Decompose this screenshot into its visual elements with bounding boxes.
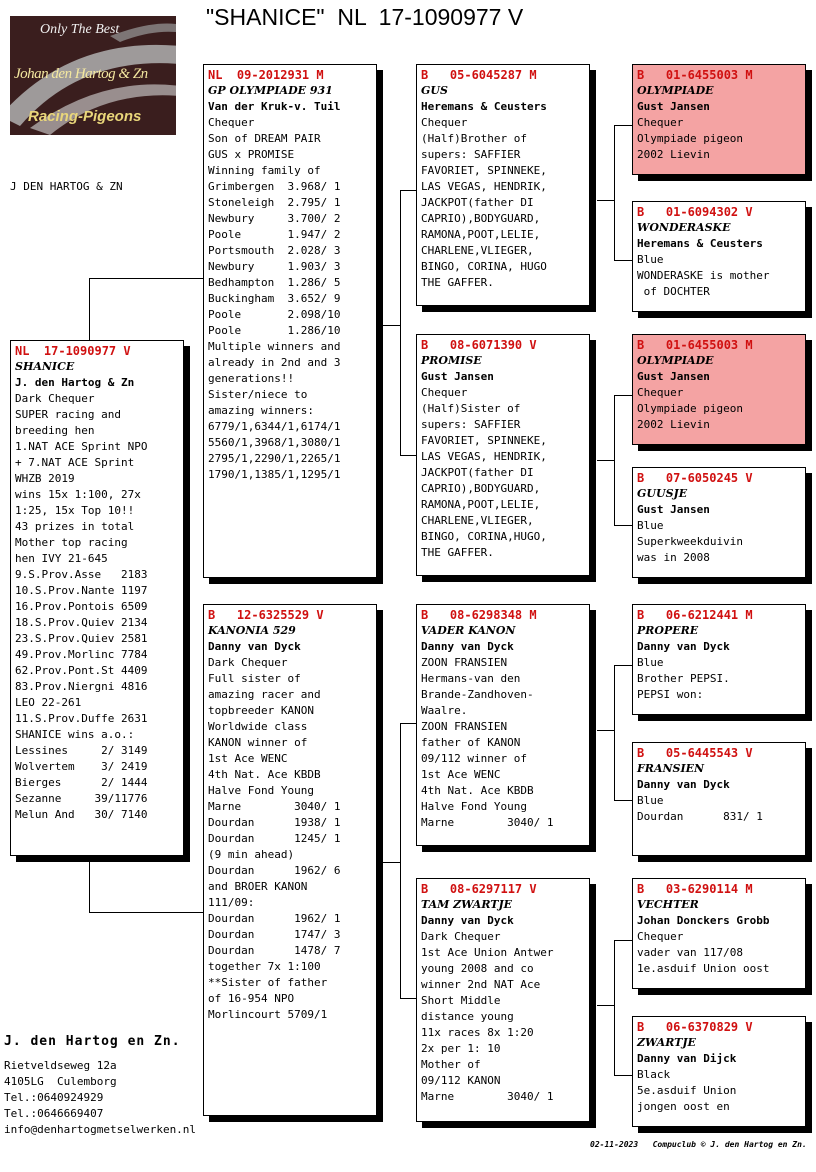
info-line: vader van 117/08	[637, 946, 743, 959]
info-line: Mother of	[421, 1058, 481, 1071]
info-line: Dourdan 1962/ 1	[208, 912, 341, 925]
sire-dam-sire-card[interactable]	[632, 334, 806, 445]
info-line: Chequer	[637, 386, 684, 399]
dam-dam-sire-card[interactable]	[632, 878, 806, 989]
owner-name: Danny van Dyck	[637, 778, 730, 791]
owner-name: Johan Donckers Grobb	[637, 914, 770, 927]
info-line: Dourdan 1962/ 6	[208, 864, 341, 877]
connector	[383, 862, 401, 863]
ring-number: B 05-6045287 M	[421, 68, 537, 82]
connector	[614, 800, 632, 801]
ring-number: B 06-6370829 V	[637, 1020, 753, 1034]
connector	[400, 998, 416, 999]
ring-number: B 03-6290114 M	[637, 882, 753, 896]
info-line: 18.S.Prov.Quiev 2134	[15, 616, 148, 629]
info-line: Chequer	[637, 930, 684, 943]
info-line: 09/112 winner of	[421, 752, 527, 765]
dam-sire-dam-card[interactable]	[632, 742, 806, 856]
logo-name: Johan den Hartog & Zn	[14, 66, 148, 82]
owner-name: Heremans & Ceusters	[421, 100, 547, 113]
ring-number: B 05-6445543 V	[637, 746, 753, 760]
info-line: CAPRIO),BODYGUARD,	[421, 212, 541, 225]
info-line: Mother top racing	[15, 536, 128, 549]
info-line: supers: SAFFIER	[421, 148, 521, 161]
info-line: SUPER racing and	[15, 408, 121, 421]
info-line: 09/112 KANON	[421, 1074, 501, 1087]
email-link[interactable]: info@denhartogmetselwerken.nl	[4, 1123, 197, 1136]
info-line: (Half)Sister of	[421, 402, 521, 415]
info-line: Full sister of	[208, 672, 301, 685]
info-line: CHARLENE,VLIEGER,	[421, 244, 534, 257]
info-line: and BROER KANON	[208, 880, 308, 893]
connector	[400, 723, 416, 724]
connector	[400, 723, 401, 998]
info-line: Chequer	[421, 116, 468, 129]
pigeon-name: GUUSJE	[637, 487, 688, 500]
info-line: Marne 3040/ 1	[208, 800, 341, 813]
info-line: 1st Ace Union Antwer	[421, 946, 554, 959]
info-line: Dourdan 831/ 1	[637, 810, 763, 823]
info-line: Dourdan 1747/ 3	[208, 928, 341, 941]
info-line: Son of DREAM PAIR	[208, 132, 321, 145]
info-line: together 7x 1:100	[208, 960, 321, 973]
info-line: CAPRIO),BODYGUARD,	[421, 482, 541, 495]
connector	[89, 912, 203, 913]
info-line: Halve Fond Young	[421, 800, 527, 813]
info-line: 10.S.Prov.Nante 1197	[15, 584, 148, 597]
subject-card[interactable]	[10, 340, 184, 856]
connector	[614, 395, 615, 525]
ring-number: NL 17-1090977 V	[15, 344, 131, 358]
info-line: topbreeder KANON	[208, 704, 314, 717]
pigeon-name: PROPERE	[637, 624, 699, 637]
connector	[597, 730, 615, 731]
pigeon-name: OLYMPIADE	[637, 354, 714, 367]
connector	[89, 278, 203, 279]
pigeon-name: OLYMPIADE	[637, 84, 714, 97]
info-line: Brande-Zandhoven-	[421, 688, 534, 701]
pigeon-name: GP OLYMPIADE 931	[208, 84, 333, 97]
info-line: THE GAFFER.	[421, 546, 494, 559]
info-line: 11x races 8x 1:20	[421, 1026, 534, 1039]
dam-dam-card[interactable]	[416, 878, 590, 1122]
info-line: **Sister of father	[208, 976, 328, 989]
sire-dam-card[interactable]	[416, 334, 590, 576]
pigeon-name: KANONIA 529	[208, 624, 296, 637]
connector	[597, 200, 615, 201]
info-line: 2795/1,2290/1,2265/1	[208, 452, 341, 465]
info-line: Dark Chequer	[421, 930, 501, 943]
ring-number: B 01-6455003 M	[637, 338, 753, 352]
info-line: Blue	[637, 253, 664, 266]
connector	[400, 455, 416, 456]
info-line: Superkweekduivin	[637, 535, 743, 548]
info-line: 49.Prov.Morlinc 7784	[15, 648, 148, 661]
info-line: Stoneleigh 2.795/ 1	[208, 196, 341, 209]
ring-number: B 12-6325529 V	[208, 608, 324, 622]
info-line: RAMONA,POOT,LELIE,	[421, 228, 541, 241]
pigeon-name: ZWARTJE	[637, 1036, 696, 1049]
info-line: of 16-954 NPO	[208, 992, 295, 1005]
connector	[614, 125, 632, 126]
info-line: 5e.asduif Union	[637, 1084, 737, 1097]
connector	[614, 665, 615, 800]
info-line: Blue	[637, 519, 664, 532]
connector	[614, 525, 632, 526]
phone-line: Tel.:0646669407	[4, 1107, 104, 1120]
info-line: ZOON FRANSIEN	[421, 720, 508, 733]
info-line: Portsmouth 2.028/ 3	[208, 244, 341, 257]
info-line: Melun And 30/ 7140	[15, 808, 148, 821]
info-line: Poole 2.098/10	[208, 308, 341, 321]
owner-name: Gust Jansen	[637, 100, 710, 113]
connector	[614, 125, 615, 260]
connector	[614, 260, 632, 261]
info-line: Wolvertem 3/ 2419	[15, 760, 148, 773]
pigeon-name: WONDERASKE	[637, 221, 731, 234]
info-line: Poole 1.286/10	[208, 324, 341, 337]
dam-card[interactable]	[203, 604, 377, 1116]
info-line: Marne 3040/ 1	[421, 1090, 554, 1103]
logo-subtitle: Racing-Pigeons	[28, 108, 142, 125]
owner-name: Gust Jansen	[421, 370, 494, 383]
sire-card[interactable]	[203, 64, 377, 578]
owner-name: Gust Jansen	[637, 370, 710, 383]
info-line: 4th Nat. Ace KBDB	[421, 784, 534, 797]
info-line: 5560/1,3968/1,3080/1	[208, 436, 341, 449]
info-line: GUS x PROMISE	[208, 148, 295, 161]
connector	[597, 1005, 615, 1006]
ring-number: B 07-6050245 V	[637, 471, 753, 485]
info-line: already in 2nd and 3	[208, 356, 341, 369]
ring-number: B 08-6297117 V	[421, 882, 537, 896]
info-line: (9 min ahead)	[208, 848, 295, 861]
owner-name: Danny van Dyck	[421, 914, 514, 927]
info-line: Chequer	[421, 386, 468, 399]
ring-number: B 01-6455003 M	[637, 68, 753, 82]
connector	[89, 278, 90, 340]
sire-sire-card[interactable]	[416, 64, 590, 306]
pigeon-name: GUS	[421, 84, 448, 97]
info-line: 2002 Lievin	[637, 148, 710, 161]
pigeon-name: FRANSIEN	[637, 762, 705, 775]
info-line: breeding hen	[15, 424, 95, 437]
owner-name: Danny van Dyck	[421, 640, 514, 653]
info-line: 1:25, 15x Top 10!!	[15, 504, 135, 517]
info-line: 43 prizes in total	[15, 520, 135, 533]
info-line: winner 2nd NAT Ace	[421, 978, 541, 991]
connector	[614, 395, 632, 396]
info-line: amazing racer and	[208, 688, 321, 701]
info-line: Winning family of	[208, 164, 321, 177]
info-line: LAS VEGAS, HENDRIK,	[421, 450, 547, 463]
info-line: Short Middle	[421, 994, 501, 1007]
info-line: father of KANON	[421, 736, 521, 749]
owner-label: J DEN HARTOG & ZN	[10, 180, 123, 193]
dam-dam-dam-card[interactable]	[632, 1016, 806, 1127]
info-line: LAS VEGAS, HENDRIK,	[421, 180, 547, 193]
breeder-name: J. den Hartog en Zn.	[4, 1034, 181, 1049]
connector	[614, 940, 615, 1075]
info-line: Poole 1.947/ 2	[208, 228, 341, 241]
info-line: 6779/1,6344/1,6174/1	[208, 420, 341, 433]
info-line: BINGO, CORINA,HUGO,	[421, 530, 547, 543]
info-line: Olympiade pigeon	[637, 132, 743, 145]
info-line: Black	[637, 1068, 671, 1081]
info-line: FAVORIET, SPINNEKE,	[421, 434, 547, 447]
info-line: Olympiade pigeon	[637, 402, 743, 415]
owner-name: Van der Kruk-v. Tuil	[208, 100, 341, 113]
info-line: Dark Chequer	[208, 656, 288, 669]
info-line: RAMONA,POOT,LELIE,	[421, 498, 541, 511]
info-line: 62.Prov.Pont.St 4409	[15, 664, 148, 677]
connector	[89, 856, 90, 912]
ring-number: B 08-6071390 V	[421, 338, 537, 352]
info-line: hen IVY 21-645	[15, 552, 108, 565]
info-line: 1st Ace WENC	[421, 768, 501, 781]
owner-name: Danny van Dyck	[208, 640, 301, 653]
info-line: young 2008 and co	[421, 962, 534, 975]
info-line: (Half)Brother of	[421, 132, 527, 145]
info-line: CHARLENE,VLIEGER,	[421, 514, 534, 527]
owner-name: J. den Hartog & Zn	[15, 376, 135, 389]
info-line: Chequer	[637, 116, 684, 129]
owner-name: Heremans & Ceusters	[637, 237, 763, 250]
info-line: Newbury 1.903/ 3	[208, 260, 341, 273]
info-line: SHANICE wins a.o.:	[15, 728, 135, 741]
info-line: generations!!	[208, 372, 295, 385]
connector	[614, 665, 632, 666]
info-line: 1st Ace WENC	[208, 752, 288, 765]
info-line: of DOCHTER	[637, 285, 710, 298]
info-line: 2002 Lievin	[637, 418, 710, 431]
info-line: 111/09:	[208, 896, 255, 909]
info-line: 1e.asduif Union oost	[637, 962, 770, 975]
info-line: Buckingham 3.652/ 9	[208, 292, 341, 305]
info-line: Dourdan 1938/ 1	[208, 816, 341, 829]
contact-block	[4, 1058, 196, 1138]
connector	[383, 325, 401, 326]
info-line: Hermans-van den	[421, 672, 521, 685]
address-line: Rietveldseweg 12a	[4, 1059, 117, 1072]
info-line: Dourdan 1245/ 1	[208, 832, 341, 845]
info-line: 83.Prov.Niergni 4816	[15, 680, 148, 693]
connector	[400, 190, 401, 455]
postcode-line: 4105LG Culemborg	[4, 1075, 117, 1088]
info-line: WONDERASKE is mother	[637, 269, 770, 282]
info-line: 1790/1,1385/1,1295/1	[208, 468, 341, 481]
pigeon-name: VECHTER	[637, 898, 699, 911]
info-line: supers: SAFFIER	[421, 418, 521, 431]
info-line: Bierges 2/ 1444	[15, 776, 148, 789]
info-line: 11.S.Prov.Duffe 2631	[15, 712, 148, 725]
info-line: JACKPOT(father DI	[421, 196, 534, 209]
ring-number: B 08-6298348 M	[421, 608, 537, 622]
info-line: Brother PEPSI.	[637, 672, 730, 685]
info-line: WHZB 2019	[15, 472, 75, 485]
sire-sire-sire-card[interactable]	[632, 64, 806, 175]
info-line: + 7.NAT ACE Sprint	[15, 456, 135, 469]
info-line: Sister/niece to	[208, 388, 308, 401]
info-line: BINGO, CORINA, HUGO	[421, 260, 547, 273]
dam-sire-card[interactable]	[416, 604, 590, 846]
pigeon-name: VADER KANON	[421, 624, 516, 637]
connector	[597, 460, 615, 461]
info-line: Morlincourt 5709/1	[208, 1008, 328, 1021]
info-line: 9.S.Prov.Asse 2183	[15, 568, 148, 581]
info-line: 2x per 1: 10	[421, 1042, 501, 1055]
info-line: distance young	[421, 1010, 514, 1023]
info-line: Sezanne 39/11776	[15, 792, 148, 805]
info-line: Blue	[637, 656, 664, 669]
ring-number: NL 09-2012931 M	[208, 68, 324, 82]
info-line: LEO 22-261	[15, 696, 82, 709]
info-line: Grimbergen 3.968/ 1	[208, 180, 341, 193]
info-line: FAVORIET, SPINNEKE,	[421, 164, 547, 177]
info-line: Multiple winners and	[208, 340, 341, 353]
pigeon-name: TAM ZWARTJE	[421, 898, 513, 911]
info-line: Halve Fond Young	[208, 784, 314, 797]
pigeon-name: SHANICE	[15, 360, 75, 373]
info-line: Waalre.	[421, 704, 468, 717]
info-line: 4th Nat. Ace KBDB	[208, 768, 321, 781]
connector	[614, 940, 632, 941]
owner-name: Danny van Dijck	[637, 1052, 737, 1065]
info-line: KANON winner of	[208, 736, 308, 749]
info-line: wins 15x 1:100, 27x	[15, 488, 141, 501]
info-line: Dark Chequer	[15, 392, 95, 405]
dam-sire-sire-card[interactable]	[632, 604, 806, 715]
info-line: THE GAFFER.	[421, 276, 494, 289]
info-line: JACKPOT(father DI	[421, 466, 534, 479]
info-line: jongen oost en	[637, 1100, 730, 1113]
ring-number: B 06-6212441 M	[637, 608, 753, 622]
info-line: 1.NAT ACE Sprint NPO	[15, 440, 148, 453]
owner-name: Gust Jansen	[637, 503, 710, 516]
info-line: Worldwide class	[208, 720, 308, 733]
owner-name: Danny van Dyck	[637, 640, 730, 653]
sire-dam-dam-card[interactable]	[632, 467, 806, 578]
phone-line: Tel.:0640924929	[4, 1091, 104, 1104]
pedigree-title: "SHANICE" NL 17-1090977 V	[206, 4, 524, 30]
footer-credit: 02-11-2023 Compuclub © J. den Hartog en Zn.	[590, 1140, 807, 1149]
logo	[10, 16, 176, 135]
info-line: was in 2008	[637, 551, 710, 564]
info-line: 16.Prov.Pontois 6509	[15, 600, 148, 613]
info-line: Newbury 3.700/ 2	[208, 212, 341, 225]
sire-sire-dam-card[interactable]	[632, 201, 806, 312]
connector	[614, 1075, 632, 1076]
connector	[400, 190, 416, 191]
info-line: Chequer	[208, 116, 255, 129]
info-line: Bedhampton 1.286/ 5	[208, 276, 341, 289]
info-line: Dourdan 1478/ 7	[208, 944, 341, 957]
info-line: amazing winners:	[208, 404, 314, 417]
info-line: Blue	[637, 794, 664, 807]
info-line: PEPSI won:	[637, 688, 704, 701]
info-line: 23.S.Prov.Quiev 2581	[15, 632, 148, 645]
info-line: Lessines 2/ 3149	[15, 744, 148, 757]
logo-tagline: Only The Best	[40, 22, 120, 37]
pigeon-name: PROMISE	[421, 354, 482, 367]
ring-number: B 01-6094302 V	[637, 205, 753, 219]
info-line: ZOON FRANSIEN	[421, 656, 508, 669]
info-line: Marne 3040/ 1	[421, 816, 554, 829]
